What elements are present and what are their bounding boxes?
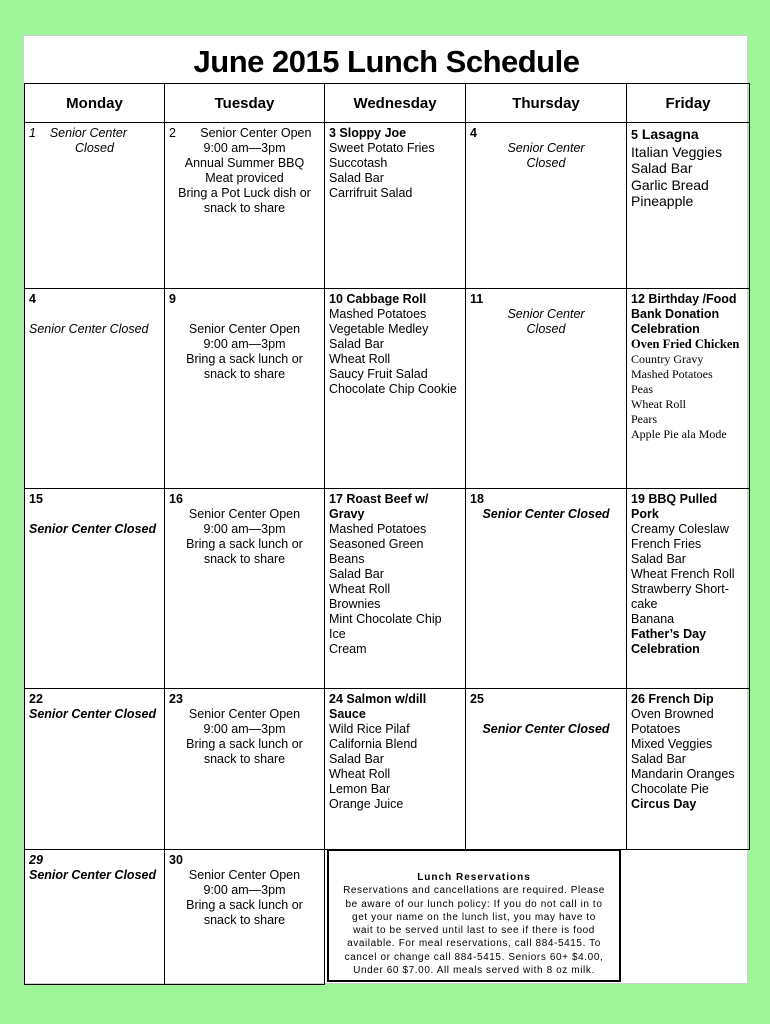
reservation-line: be aware of our lunch policy: If you do not call in to xyxy=(345,898,603,910)
cell-line: Senior Center xyxy=(507,307,585,321)
day-cell-jun-4 xyxy=(466,123,627,289)
menu-item: Brownies xyxy=(329,597,381,611)
cell-line: 9:00 am—3pm xyxy=(203,337,286,351)
menu-entree: 19 BBQ Pulled xyxy=(631,492,718,506)
menu-item: Italian Veggies xyxy=(631,143,723,160)
menu-entree: 12 Birthday /Food xyxy=(631,292,737,306)
day-cell-jun-26 xyxy=(627,689,750,850)
cell-line: Senior Center Closed xyxy=(482,507,610,521)
day-cell-jun-19 xyxy=(627,489,750,689)
cell-line: 1 Senior Center xyxy=(29,126,127,140)
menu-item: California Blend xyxy=(329,737,418,751)
cell-line: Bring a Pot Luck dish or xyxy=(178,186,311,200)
menu-entree: Lasagna xyxy=(641,126,699,142)
day-number: 30 xyxy=(169,853,183,867)
menu-entree: 3 Sloppy Joe xyxy=(329,126,407,140)
day-number: 25 xyxy=(470,692,484,706)
header-row xyxy=(25,84,750,123)
cell-line: snack to share xyxy=(203,752,286,766)
menu-item: Beans xyxy=(329,552,365,566)
menu-entree: Bank Donation xyxy=(631,307,720,321)
menu-item: Wheat Roll xyxy=(329,582,391,596)
menu-item: Mandarin Oranges xyxy=(631,767,735,781)
week-row xyxy=(25,689,750,850)
cell-line: snack to share xyxy=(203,913,286,927)
menu-item: Banana xyxy=(631,612,675,626)
menu-item: Pineapple xyxy=(631,193,694,209)
week-row xyxy=(25,289,750,489)
cell-line: Closed xyxy=(526,156,566,170)
menu-item: Chocolate Pie xyxy=(631,782,709,796)
day-number: 16 xyxy=(169,492,183,506)
menu-entree: 10 Cabbage Roll xyxy=(329,292,427,306)
event-label: Circus Day xyxy=(631,797,697,811)
menu-item: cake xyxy=(631,597,658,611)
week-row xyxy=(25,489,750,689)
menu-item: Salad Bar xyxy=(631,752,686,766)
day-cell-jun-15 xyxy=(25,489,165,689)
day-number: 22 xyxy=(29,692,43,706)
day-cell-jun-25 xyxy=(466,689,627,850)
cell-line: Bring a sack lunch or xyxy=(186,898,303,912)
cell-line: Closed xyxy=(75,141,114,155)
menu-item: Apple Pie ala Mode xyxy=(631,427,727,441)
menu-item: Pears xyxy=(631,412,657,426)
day-header-wednesday: Wednesday xyxy=(325,84,466,123)
week-row xyxy=(25,123,750,289)
reservation-title: Lunch Reservations xyxy=(417,872,531,883)
day-cell-jun-23 xyxy=(165,689,325,850)
cell-line: Closed xyxy=(526,322,566,336)
cell-line: 9:00 am—3pm xyxy=(203,141,286,155)
day-number: 11 xyxy=(470,292,484,306)
menu-item: Sweet Potato Fries xyxy=(329,141,435,155)
day-number: 15 xyxy=(29,492,43,506)
menu-entree: 24 Salmon w/dill xyxy=(329,692,427,706)
cell-line: Bring a sack lunch or xyxy=(186,352,303,366)
day-cell-jun-17 xyxy=(325,489,466,689)
cell-line: snack to share xyxy=(203,367,286,381)
menu-item: Chocolate Chip Cookie xyxy=(329,382,457,396)
cell-line: 9:00 am—3pm xyxy=(203,522,286,536)
menu-item: Oven Browned xyxy=(631,707,714,721)
cell-line: Senior Center Open xyxy=(188,707,301,721)
day-header-friday: Friday xyxy=(627,84,750,123)
menu-item: Wheat Roll xyxy=(329,767,391,781)
menu-item: Peas xyxy=(631,382,653,396)
reservation-line: wait to be served until last to see if there is food xyxy=(353,925,595,937)
day-cell-jun-30 xyxy=(165,850,325,985)
schedule-sheet xyxy=(23,35,748,984)
day-header-monday: Monday xyxy=(25,84,165,123)
cell-line: Senior Center Closed xyxy=(29,322,149,336)
cell-line: 2 Senior Center Open xyxy=(169,126,312,140)
menu-item: Garlic Bread xyxy=(631,176,709,193)
menu-item: Wild Rice Pilaf xyxy=(329,722,410,736)
menu-entree: Oven Fried Chicken xyxy=(631,337,740,351)
cell-line xyxy=(470,707,622,722)
cell-line: Senior Center Closed xyxy=(29,868,157,882)
menu-item: Salad Bar xyxy=(329,171,384,185)
day-cell-jun-3 xyxy=(325,123,466,289)
menu-entree: Pork xyxy=(631,507,659,521)
menu-item: Saucy Fruit Salad xyxy=(329,367,428,381)
day-cell-jun-22 xyxy=(25,689,165,850)
menu-item: Country Gravy xyxy=(631,352,704,366)
calendar-table xyxy=(24,83,750,985)
menu-item: Mashed Potatoes xyxy=(329,522,427,536)
cell-line xyxy=(29,307,160,322)
cell-line: Senior Center Closed xyxy=(482,722,610,736)
menu-item: Salad Bar xyxy=(631,552,686,566)
menu-item: Mint Chocolate Chip Ice xyxy=(329,612,442,641)
menu-item: Mixed Veggies xyxy=(631,737,713,751)
day-cell-jun-16 xyxy=(165,489,325,689)
day-cell-jun-18 xyxy=(466,489,627,689)
menu-item: Carrifruit Salad xyxy=(329,186,413,200)
menu-item: Wheat French Roll xyxy=(631,567,735,581)
reservation-line: cancel or change call 884-5415. Seniors 60+ $4.00, xyxy=(344,951,604,963)
day-number: 23 xyxy=(169,692,183,706)
day-number: 18 xyxy=(470,492,484,506)
cell-line: 9:00 am—3pm xyxy=(203,722,286,736)
menu-item: Seasoned Green xyxy=(329,537,424,551)
cell-line: snack to share xyxy=(203,552,286,566)
menu-item: Wheat Roll xyxy=(329,352,391,366)
cell-line: Senior Center xyxy=(507,141,585,155)
day-cell-jun-12 xyxy=(627,289,750,489)
day-cell-jun-8 xyxy=(25,289,165,489)
reservation-notice xyxy=(327,850,621,983)
cell-line: Senior Center Closed xyxy=(29,707,157,721)
cell-line: Annual Summer BBQ xyxy=(184,156,305,170)
cell-line: 9:00 am—3pm xyxy=(203,883,286,897)
cell-line: Senior Center Closed xyxy=(29,522,157,536)
page-title: June 2015 Lunch Schedule xyxy=(193,44,580,79)
reservation-line: Reservations and cancellations are required. Please xyxy=(343,885,605,897)
menu-item: Creamy Coleslaw xyxy=(631,522,729,536)
menu-item: Wheat Roll xyxy=(631,397,686,411)
day-number: 4 xyxy=(470,126,477,140)
menu-item: Orange Juice xyxy=(329,797,404,811)
menu-entree: Celebration xyxy=(631,322,700,336)
menu-item: Lemon Bar xyxy=(329,782,391,796)
event-label: Celebration xyxy=(631,642,700,656)
cell-line: Bring a sack lunch or xyxy=(186,737,303,751)
menu-entree: 26 French Dip xyxy=(631,692,714,706)
reservation-line: Under 60 $7.00. All meals served with 8 oz milk. xyxy=(353,965,595,977)
menu-item: Cream xyxy=(329,642,367,656)
day-header-tuesday: Tuesday xyxy=(165,84,325,123)
menu-item: Salad Bar xyxy=(631,160,693,176)
reservation-line: available. For meal reservations, call 884-5415. To xyxy=(347,938,601,950)
menu-entree: Gravy xyxy=(329,507,365,521)
reservation-line: get your name on the lunch list, you may have to xyxy=(352,911,596,923)
day-cell-jun-5 xyxy=(627,123,750,289)
menu-entree: 17 Roast Beef w/ xyxy=(329,492,429,506)
day-number: 29 xyxy=(29,853,43,867)
menu-item: Potatoes xyxy=(631,722,681,736)
day-number: 4 xyxy=(29,292,36,306)
day-header-thursday: Thursday xyxy=(466,84,627,123)
day-cell-jun-11 xyxy=(466,289,627,489)
menu-item: Succotash xyxy=(329,156,388,170)
reservation-area xyxy=(325,850,750,985)
menu-item: Vegetable Medley xyxy=(329,322,429,336)
cell-line: Senior Center Open xyxy=(188,507,301,521)
cell-line: Senior Center Open xyxy=(188,322,301,336)
menu-item: Strawberry Short- xyxy=(631,582,729,596)
menu-item: Mashed Potatoes xyxy=(329,307,427,321)
cell-line: Senior Center Open xyxy=(188,868,301,882)
menu-item: French Fries xyxy=(631,537,702,551)
day-number: 9 xyxy=(169,292,176,306)
day-cell-jun-2 xyxy=(165,123,325,289)
day-cell-jun-1 xyxy=(25,123,165,289)
event-label: Father’s Day xyxy=(631,627,707,641)
menu-entree: Sauce xyxy=(329,707,366,721)
cell-line xyxy=(29,507,160,522)
day-cell-jun-29 xyxy=(25,850,165,985)
day-cell-jun-9 xyxy=(165,289,325,489)
day-cell-jun-24 xyxy=(325,689,466,850)
week-row xyxy=(25,850,750,985)
menu-item: Salad Bar xyxy=(329,752,384,766)
day-number: 5 xyxy=(631,128,638,142)
cell-line: snack to share xyxy=(203,201,286,215)
cell-line xyxy=(169,307,320,322)
cell-line: Bring a sack lunch or xyxy=(186,537,303,551)
menu-item: Mashed Potatoes xyxy=(631,367,713,381)
day-cell-jun-10 xyxy=(325,289,466,489)
menu-item: Salad Bar xyxy=(329,567,384,581)
cell-line: Meat proviced xyxy=(205,171,284,185)
menu-item: Salad Bar xyxy=(329,337,384,351)
